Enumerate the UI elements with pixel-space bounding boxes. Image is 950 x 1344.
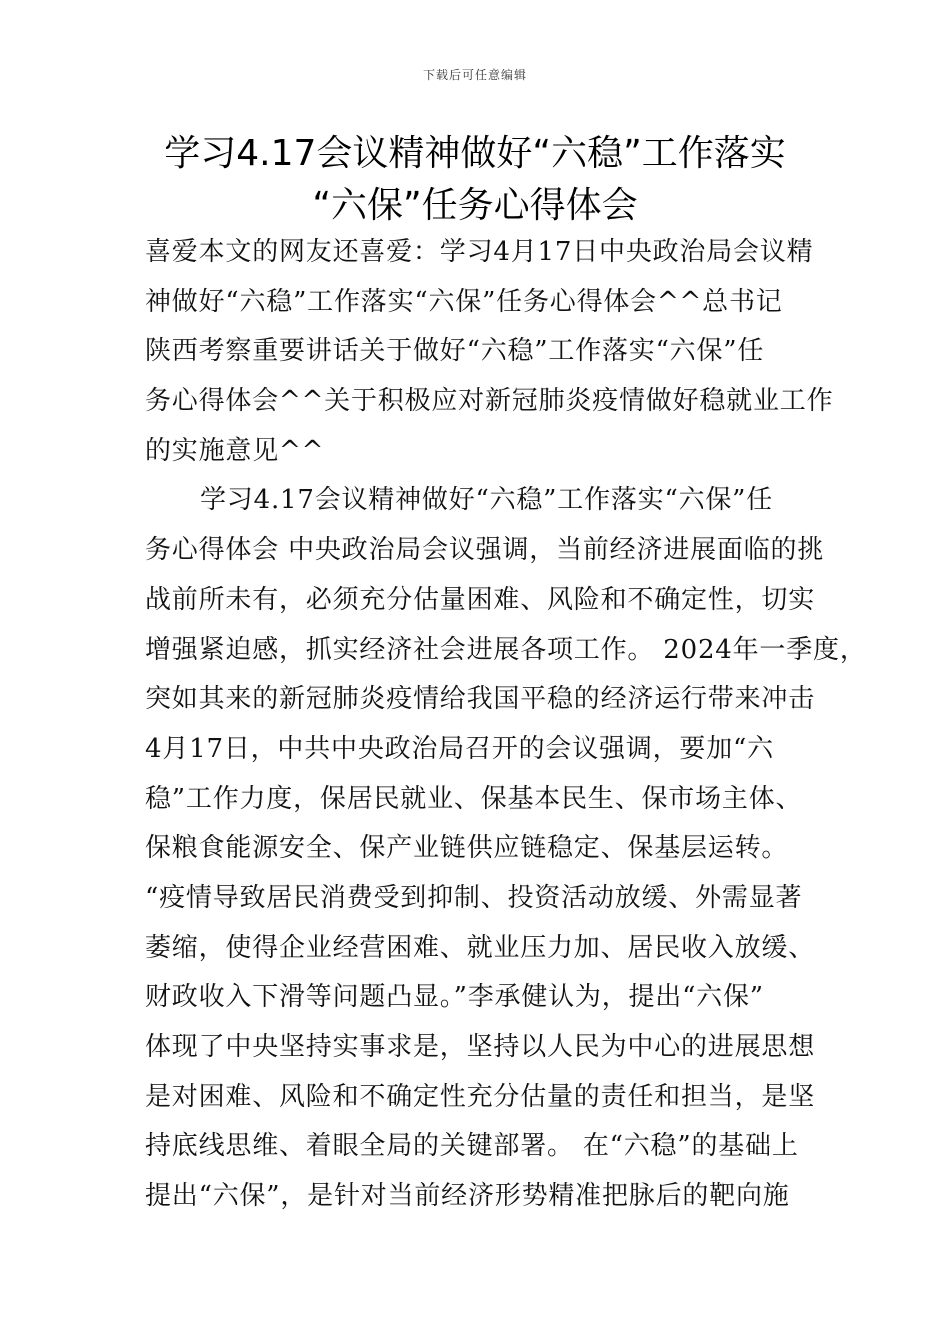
text-line: 喜爱本文的网友还喜爱：学习4月17日中央政治局会议精 <box>145 237 814 267</box>
title-line: “六保”任务心得体会 <box>312 185 638 226</box>
text-line: 学习4.17会议精神做好“六稳”工作落实“六保”任 <box>200 485 774 516</box>
text-line: 务心得体会^^关于积极应对新冠肺炎疫情做好稳就业工作 <box>145 386 834 417</box>
text-line: 战前所未有，必须充分估量困难、风险和不确定性，切实 <box>145 584 816 615</box>
text-line: 陕西考察重要讲话关于做好“六稳”工作落实“六保”任 <box>145 336 765 367</box>
text-line: 稳”工作力度，保居民就业、保基本民生、保市场主体、 <box>145 783 803 814</box>
title-line: 学习4.17会议精神做好“六稳”工作落实 <box>164 133 786 174</box>
text-line: 萎缩，使得企业经营困难、就业压力加、居民收入放缓、 <box>145 932 816 963</box>
text-line: 是对困难、风险和不确定性充分估量的责任和担当，是坚 <box>145 1081 816 1112</box>
text-line: 体现了中央坚持实事求是，坚持以人民为中心的进展思想 <box>145 1032 816 1062</box>
text-line: 增强紧迫感，抓实经济社会进展各项工作。 2024年一季度， <box>145 634 867 665</box>
text-line: 保粮食能源安全、保产业链供应链稳定、保基层运转。 <box>145 833 789 864</box>
header-note: 下载后可任意编辑 <box>422 68 527 82</box>
document-title <box>60 128 890 232</box>
text-line: 提出“六保”，是针对当前经济形势精准把脉后的靶向施 <box>145 1181 790 1212</box>
text-line: 的实施意见^^ <box>145 435 325 466</box>
text-line: 持底线思维、着眼全局的关键部署。 在“六稳”的基础上 <box>145 1131 799 1162</box>
paragraph-main <box>145 476 867 1221</box>
document-body <box>145 228 867 1222</box>
text-line: “疫情导致居民消费受到抑制、投资活动放缓、外需显著 <box>145 882 803 913</box>
text-line: 神做好“六稳”工作落实“六保”任务心得体会^^总书记 <box>145 286 783 317</box>
paragraph-related <box>145 228 835 476</box>
text-line: 财政收入下滑等问题凸显。”李承健认为，提出“六保” <box>145 982 764 1013</box>
text-line: 4月17日，中共中央政治局召开的会议强调，要加“六 <box>145 733 774 764</box>
text-line: 突如其来的新冠肺炎疫情给我国平稳的经济运行带来冲击 <box>145 684 816 715</box>
text-line: 务心得体会 中央政治局会议强调，当前经济进展面临的挑 <box>145 535 825 566</box>
